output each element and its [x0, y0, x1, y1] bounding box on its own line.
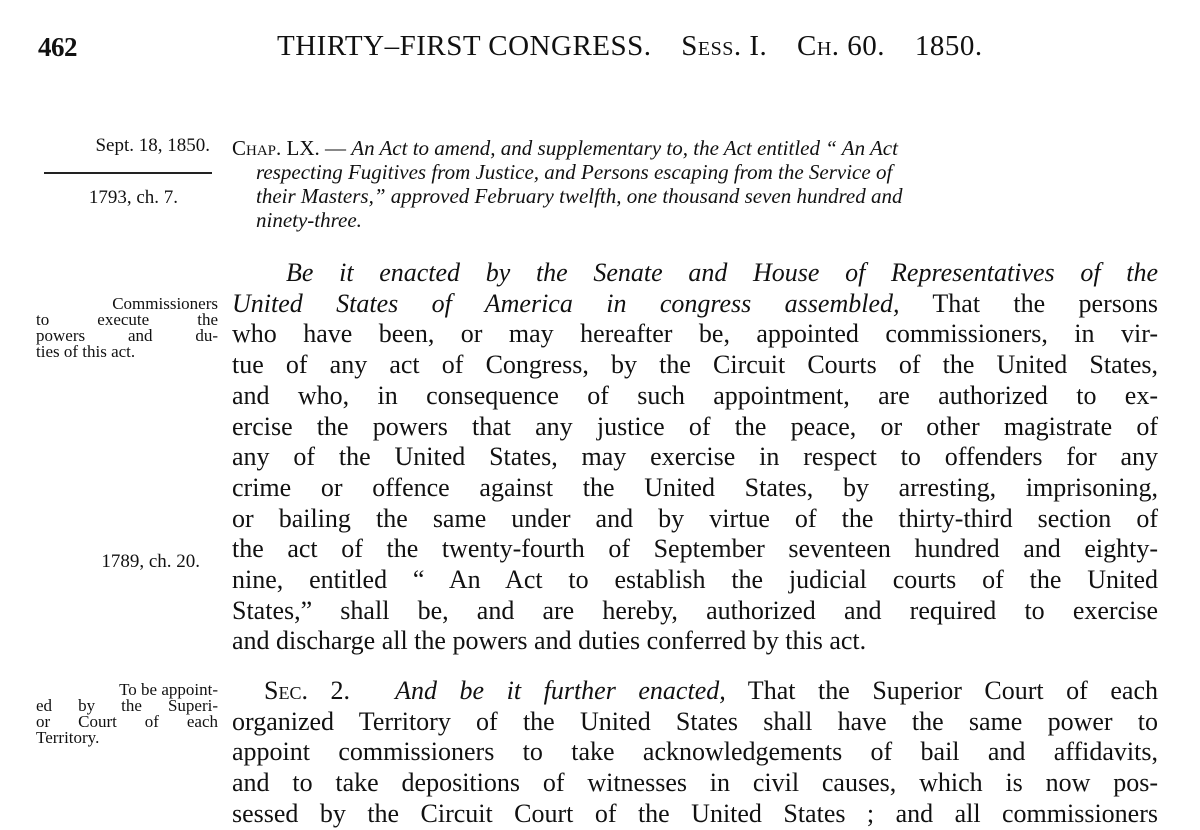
chapter-label: Chap. LX. —	[232, 136, 347, 160]
chapter-label: Ch. 60.	[797, 30, 886, 62]
body-line: who have been, or may hereafter be, appointed commissioners, in vir-	[232, 319, 1158, 349]
margin-line: ed by the Superi-	[36, 696, 218, 715]
body-line: sessed by the Circuit Court of the United States ; and all commissioners	[232, 798, 1158, 828]
chapter-title-line: ninety-three.	[256, 208, 362, 232]
session-label: Sess. I.	[681, 30, 768, 62]
section-2	[232, 676, 1160, 830]
margin-line: powers and du-	[36, 326, 218, 345]
chapter-title-text: An Act to amend, and supplementary to, the Act entitled “ An Act	[351, 136, 898, 160]
chapter-title	[232, 136, 1160, 232]
margin-date: Sept. 18, 1850.	[95, 135, 210, 156]
body-line: ercise the powers that any justice of the peace, or other magistrate of	[232, 411, 1158, 441]
body-line: organized Territory of the United States shall have the same power to	[232, 706, 1158, 736]
enacting-clause-line: United States of America in congress assembled, That the persons	[232, 288, 1158, 318]
margin-line: Commissioners	[112, 294, 218, 313]
margin-line: to execute the	[36, 310, 218, 329]
body-line: or bailing the same under and by virtue of the thirty-third section of	[232, 503, 1158, 533]
body-line: tue of any act of Congress, by the Circuit Courts of the United States,	[232, 350, 1158, 380]
body-line: appoint commissioners to take acknowledgements of bail and affidavits,	[232, 737, 1158, 767]
running-head-title	[277, 30, 983, 63]
body-line: any of the United States, may exercise in respect to offenders for any	[232, 442, 1158, 472]
body-line: crime or offence against the United States, by arresting, imprisoning,	[232, 472, 1158, 502]
year-label: 1850.	[914, 30, 983, 62]
margin-ref-1793: 1793, ch. 7.	[88, 187, 178, 208]
body-line: the act of the twenty-fourth of September seventeen hundred and eighty-	[232, 534, 1158, 564]
margin-ref-1789: 1789, ch. 20.	[101, 551, 200, 572]
section-1	[232, 258, 1160, 657]
chapter-title-line: their Masters,” approved February twelfth, one thousand seven hundred and	[256, 184, 903, 208]
section-2-heading-line: Sec. 2. And be it further enacted, That the Superior Court of each	[264, 676, 1158, 705]
page-number: 462	[38, 32, 77, 62]
margin-line: or Court of each	[36, 712, 218, 731]
margin-line: Territory.	[36, 728, 100, 747]
body-line: nine, entitled “ An Act to establish the judicial courts of the United	[232, 565, 1158, 595]
body-line: and to take depositions of witnesses in civil causes, which is now pos-	[232, 768, 1158, 798]
enacting-clause-line: Be it enacted by the Senate and House of Representatives of the	[286, 258, 1158, 287]
congress-title: THIRTY–FIRST CONGRESS.	[277, 30, 652, 62]
margin-line: To be appoint-	[119, 680, 218, 699]
chapter-title-line	[232, 136, 1160, 160]
body-line: and discharge all the powers and duties conferred by this act.	[232, 626, 867, 656]
margin-note-commissioners	[36, 296, 218, 360]
section-label: Sec. 2.	[264, 676, 351, 705]
body-line: and who, in consequence of such appointment, are authorized to ex-	[232, 380, 1158, 410]
margin-divider	[44, 172, 212, 174]
chapter-title-line: respecting Fugitives from Justice, and Persons escaping from the Service of	[256, 160, 893, 184]
running-header	[0, 30, 1200, 70]
body-line: States,” shall be, and are hereby, authorized and required to exercise	[232, 595, 1158, 625]
margin-line: ties of this act.	[36, 342, 136, 361]
margin-note-appointed	[36, 682, 218, 746]
